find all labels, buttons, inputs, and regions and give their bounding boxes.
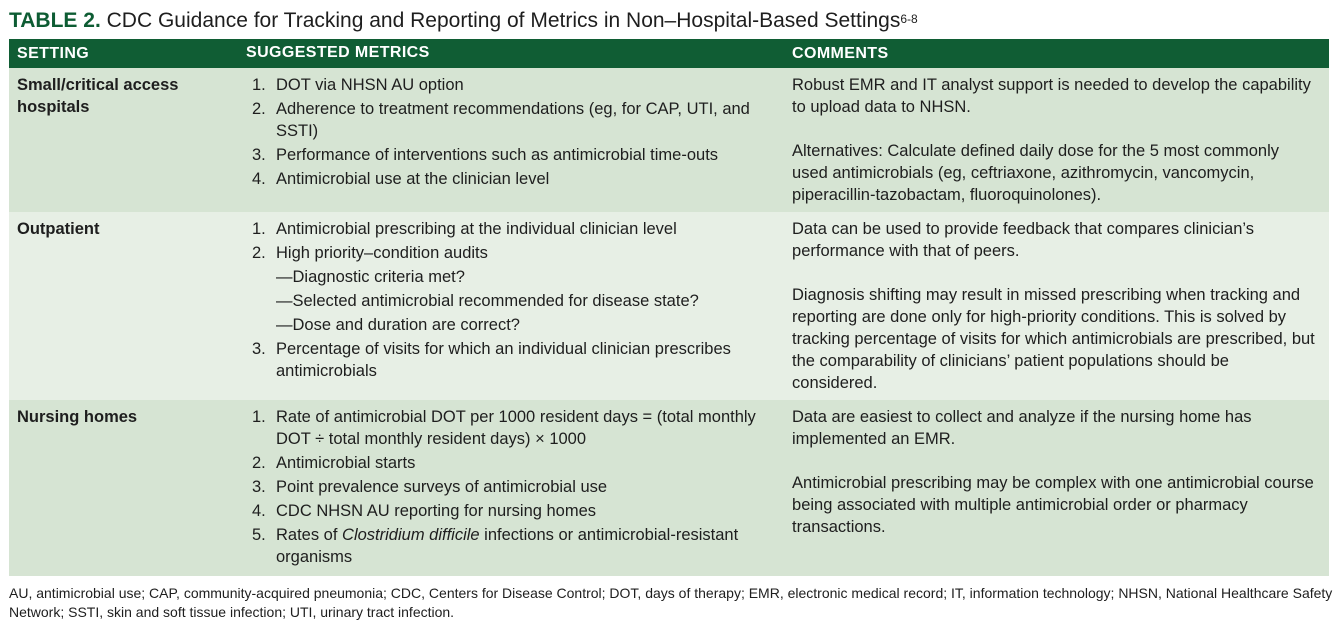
metric-text-italic: Clostridium difficile <box>342 526 480 544</box>
table-row <box>9 400 1329 576</box>
metric-text: CDC NHSN AU reporting for nursing homes <box>276 502 597 520</box>
metric-item <box>252 74 766 96</box>
citation-superscript: 6-8 <box>900 12 918 26</box>
comment-paragraph: Data can be used to provide feedback that compares clinician’s performance with that of peers. <box>792 220 1254 260</box>
metric-item <box>252 452 766 474</box>
metric-number: 1. <box>252 220 266 238</box>
metric-number: 3. <box>252 146 266 164</box>
metric-number: 4. <box>252 502 266 520</box>
metric-subitem: —Diagnostic criteria met? <box>276 268 465 286</box>
metric-subitem: —Selected antimicrobial recommended for disease state? <box>276 292 699 310</box>
comments-cell <box>784 68 1329 212</box>
metrics-list <box>252 218 766 382</box>
metric-number: 2. <box>252 454 266 472</box>
metric-text-pre: Rates of <box>276 526 343 544</box>
metric-item <box>252 524 766 568</box>
metric-item <box>252 218 766 240</box>
metric-item <box>252 338 766 382</box>
guidance-table <box>9 39 1329 576</box>
metric-number: 4. <box>252 170 266 188</box>
setting-cell: Small/critical access hospitals <box>17 76 179 116</box>
metric-item <box>252 98 766 142</box>
metric-number: 1. <box>252 408 266 426</box>
metric-text: Rate of antimicrobial DOT per 1000 resident days = (total monthly DOT ÷ total monthly resident days) × 1000 <box>276 408 756 448</box>
metric-text: Antimicrobial starts <box>276 454 416 472</box>
table-footnote: AU, antimicrobial use; CAP, community-acquired pneumonia; CDC, Centers for Disease Control; DOT, days of therapy; EMR, electronic medical record; IT, information technology; NHSN, National Healthcare Safety Network; SSTI, skin and soft tissue infection; UTI, urinary tract infection. <box>9 585 1333 620</box>
setting-metrics-cell <box>9 68 784 212</box>
table-title <box>9 8 918 34</box>
header-setting-metrics <box>9 39 784 68</box>
metric-text-post: infections or antimicrobial-resistant organisms <box>276 526 739 566</box>
comment-paragraph: Alternatives: Calculate defined daily dose for the 5 most commonly used antimicrobials (eg, ceftriaxone, azithromycin, vancomycin, piperacillin-tazobactam, fluoroquinolones). <box>792 142 1280 204</box>
metric-item <box>252 476 766 498</box>
metrics-list <box>252 74 766 190</box>
comment-paragraph: Antimicrobial prescribing may be complex with one antimicrobial course being associated with multiple antimicrobial order or pharmacy transactions. <box>792 474 1314 536</box>
table-header-row <box>9 39 1329 68</box>
setting-metrics-cell <box>9 400 784 576</box>
setting-cell: Outpatient <box>17 220 100 238</box>
metric-sublist <box>276 266 766 336</box>
metric-number: 5. <box>252 526 266 544</box>
metric-item <box>252 406 766 450</box>
comments-cell <box>784 212 1329 400</box>
header-comments: COMMENTS <box>784 39 1329 68</box>
metric-number: 3. <box>252 478 266 496</box>
metric-subitem: —Dose and duration are correct? <box>276 316 520 334</box>
metric-text: DOT via NHSN AU option <box>276 76 464 94</box>
metrics-list <box>252 406 766 568</box>
metric-text: High priority–condition audits <box>276 244 488 262</box>
comments-cell <box>784 400 1329 576</box>
metric-text: Adherence to treatment recommendations (eg, for CAP, UTI, and SSTI) <box>276 100 750 140</box>
table-label: TABLE 2. <box>9 9 101 32</box>
metric-number: 2. <box>252 100 266 118</box>
metric-number: 3. <box>252 340 266 358</box>
metric-item <box>252 168 766 190</box>
table-title-text: CDC Guidance for Tracking and Reporting of Metrics in Non–Hospital-Based Settings <box>106 9 901 32</box>
comment-paragraph: Data are easiest to collect and analyze if the nursing home has implemented an EMR. <box>792 408 1252 448</box>
metric-text: Point prevalence surveys of antimicrobial use <box>276 478 608 496</box>
comment-paragraph: Robust EMR and IT analyst support is needed to develop the capability to upload data to NHSN. <box>792 76 1311 116</box>
metric-item <box>252 500 766 522</box>
table-row <box>9 68 1329 212</box>
header-suggested-metrics: SUGGESTED METRICS <box>246 44 430 61</box>
metric-item <box>252 144 766 166</box>
header-setting: SETTING <box>17 44 90 62</box>
metric-number: 2. <box>252 244 266 262</box>
metric-text: Antimicrobial prescribing at the individual clinician level <box>276 220 677 238</box>
metric-text: Percentage of visits for which an individual clinician prescribes antimicrobials <box>276 340 731 380</box>
table-row <box>9 212 1329 400</box>
setting-cell: Nursing homes <box>17 408 138 426</box>
metric-text: Antimicrobial use at the clinician level <box>276 170 550 188</box>
metric-item <box>252 242 766 336</box>
comment-paragraph: Diagnosis shifting may result in missed prescribing when tracking and reporting are done only for high-priority conditions. This is solved by tracking percentage of visits for which antimicrobials are prescribed, but the comparability of clinicians’ patient populations should be considered. <box>792 286 1315 392</box>
metric-text <box>276 526 738 566</box>
metric-text: Performance of interventions such as antimicrobial time-outs <box>276 146 719 164</box>
metric-number: 1. <box>252 76 266 94</box>
setting-metrics-cell <box>9 212 784 400</box>
